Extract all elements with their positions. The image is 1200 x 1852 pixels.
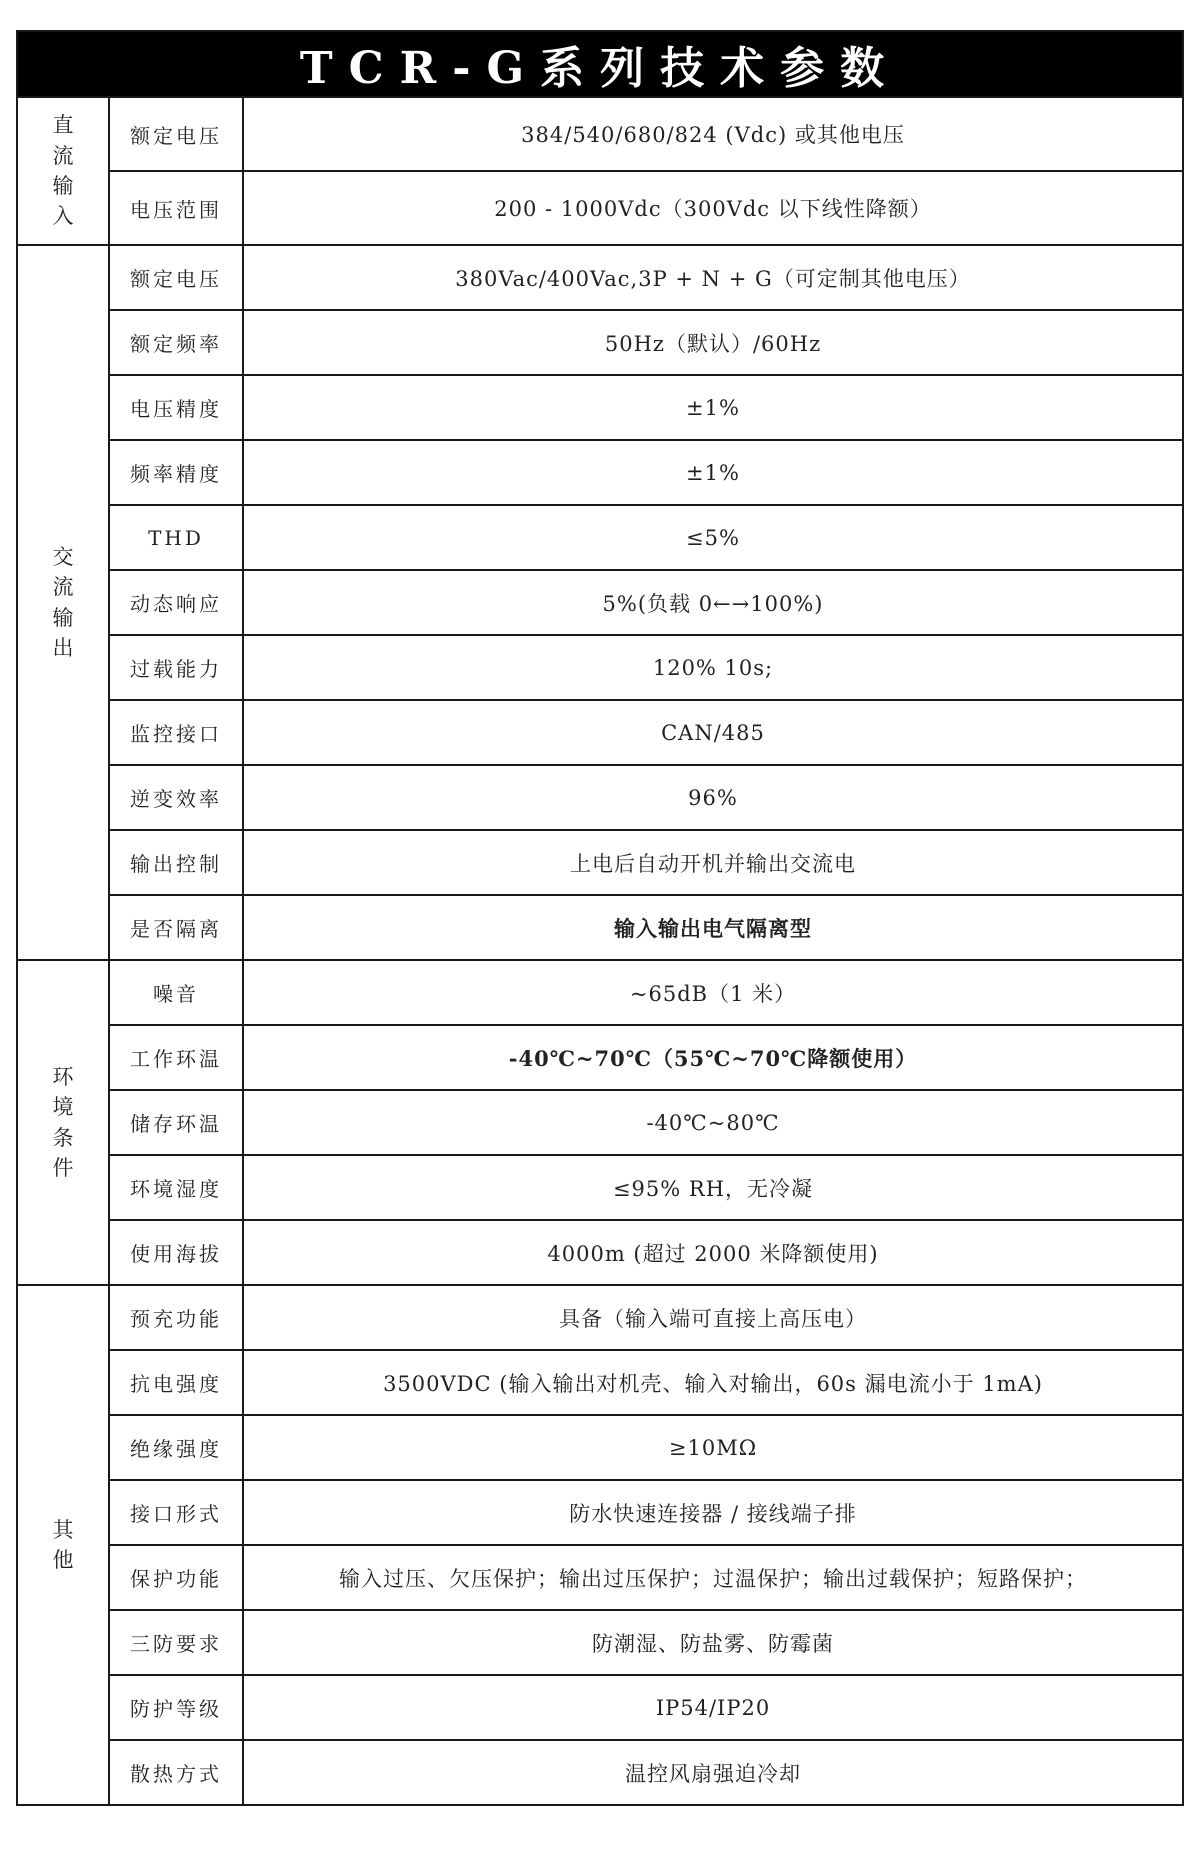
row-label: 是否隔离 bbox=[109, 895, 243, 960]
group-ac-output bbox=[17, 245, 109, 960]
row-value: -40℃~80℃ bbox=[243, 1090, 1183, 1155]
row-value: 输入过压、欠压保护；输出过压保护；过温保护；输出过载保护；短路保护； bbox=[243, 1545, 1183, 1610]
table-row bbox=[17, 171, 1183, 245]
table-row bbox=[17, 1675, 1183, 1740]
table-row bbox=[17, 1740, 1183, 1805]
row-value: 防水快速连接器 / 接线端子排 bbox=[243, 1480, 1183, 1545]
table-row bbox=[17, 1545, 1183, 1610]
table-row bbox=[17, 1220, 1183, 1285]
table-row bbox=[17, 1025, 1183, 1090]
row-label: 三防要求 bbox=[109, 1610, 243, 1675]
row-label: 工作环温 bbox=[109, 1025, 243, 1090]
row-label: 散热方式 bbox=[109, 1740, 243, 1805]
row-value: 输入输出电气隔离型 bbox=[243, 895, 1183, 960]
row-label: 频率精度 bbox=[109, 440, 243, 505]
table-row bbox=[17, 1610, 1183, 1675]
row-label: 噪音 bbox=[109, 960, 243, 1025]
table-row bbox=[17, 700, 1183, 765]
table-row bbox=[17, 97, 1183, 171]
row-value: 温控风扇强迫冷却 bbox=[243, 1740, 1183, 1805]
table-row bbox=[17, 375, 1183, 440]
row-label: 防护等级 bbox=[109, 1675, 243, 1740]
row-value: 200 - 1000Vdc（300Vdc 以下线性降额） bbox=[243, 171, 1183, 245]
table-row bbox=[17, 765, 1183, 830]
row-label: 额定电压 bbox=[109, 97, 243, 171]
row-value: -40℃~70℃（55℃~70℃降额使用） bbox=[243, 1025, 1183, 1090]
row-value: ≤5% bbox=[243, 505, 1183, 570]
row-value: ±1% bbox=[243, 375, 1183, 440]
table-row bbox=[17, 1350, 1183, 1415]
table-row bbox=[17, 440, 1183, 505]
table-row bbox=[17, 895, 1183, 960]
row-label: 储存环温 bbox=[109, 1090, 243, 1155]
table-row bbox=[17, 635, 1183, 700]
group-other bbox=[17, 1285, 109, 1805]
row-value: 96% bbox=[243, 765, 1183, 830]
row-value: 380Vac/400Vac,3P + N + G（可定制其他电压） bbox=[243, 245, 1183, 310]
row-value: 上电后自动开机并输出交流电 bbox=[243, 830, 1183, 895]
row-label: 预充功能 bbox=[109, 1285, 243, 1350]
table-row bbox=[17, 830, 1183, 895]
table-row bbox=[17, 1090, 1183, 1155]
spec-sheet bbox=[16, 30, 1184, 1806]
group-environment bbox=[17, 960, 109, 1285]
row-value: 防潮湿、防盐雾、防霉菌 bbox=[243, 1610, 1183, 1675]
row-value: CAN/485 bbox=[243, 700, 1183, 765]
row-label: 逆变效率 bbox=[109, 765, 243, 830]
row-value: 具备（输入端可直接上高压电） bbox=[243, 1285, 1183, 1350]
group-label: 其他 bbox=[52, 1517, 74, 1572]
table-row bbox=[17, 1415, 1183, 1480]
table-row bbox=[17, 1480, 1183, 1545]
row-label: 绝缘强度 bbox=[109, 1415, 243, 1480]
title-row bbox=[17, 31, 1183, 97]
row-value: ~65dB（1 米） bbox=[243, 960, 1183, 1025]
row-value: 4000m (超过 2000 米降额使用) bbox=[243, 1220, 1183, 1285]
row-label: 额定频率 bbox=[109, 310, 243, 375]
table-row bbox=[17, 1285, 1183, 1350]
row-label: 动态响应 bbox=[109, 570, 243, 635]
row-label: 环境湿度 bbox=[109, 1155, 243, 1220]
row-label: THD bbox=[109, 505, 243, 570]
table-row bbox=[17, 570, 1183, 635]
row-value: 3500VDC (输入输出对机壳、输入对输出，60s 漏电流小于 1mA) bbox=[243, 1350, 1183, 1415]
row-value: 120% 10s; bbox=[243, 635, 1183, 700]
row-value: ±1% bbox=[243, 440, 1183, 505]
group-dc-input bbox=[17, 97, 109, 245]
row-label: 额定电压 bbox=[109, 245, 243, 310]
row-value: 50Hz（默认）/60Hz bbox=[243, 310, 1183, 375]
row-value: ≤95% RH，无冷凝 bbox=[243, 1155, 1183, 1220]
table-row bbox=[17, 310, 1183, 375]
row-label: 抗电强度 bbox=[109, 1350, 243, 1415]
row-value: 384/540/680/824 (Vdc) 或其他电压 bbox=[243, 97, 1183, 171]
row-label: 监控接口 bbox=[109, 700, 243, 765]
row-value: IP54/IP20 bbox=[243, 1675, 1183, 1740]
table-row bbox=[17, 1155, 1183, 1220]
row-label: 接口形式 bbox=[109, 1480, 243, 1545]
group-label: 环境条件 bbox=[52, 1064, 74, 1180]
group-label: 交流输出 bbox=[52, 544, 74, 660]
row-label: 电压精度 bbox=[109, 375, 243, 440]
spec-table bbox=[16, 30, 1184, 1806]
row-value: ≥10MΩ bbox=[243, 1415, 1183, 1480]
group-label: 直流输入 bbox=[52, 113, 74, 229]
table-title: TCR-G系列技术参数 bbox=[17, 31, 1183, 97]
table-row bbox=[17, 960, 1183, 1025]
row-label: 使用海拔 bbox=[109, 1220, 243, 1285]
row-label: 电压范围 bbox=[109, 171, 243, 245]
table-row bbox=[17, 505, 1183, 570]
row-label: 输出控制 bbox=[109, 830, 243, 895]
row-value: 5%(负载 0←→100%) bbox=[243, 570, 1183, 635]
row-label: 保护功能 bbox=[109, 1545, 243, 1610]
table-row bbox=[17, 245, 1183, 310]
row-label: 过载能力 bbox=[109, 635, 243, 700]
